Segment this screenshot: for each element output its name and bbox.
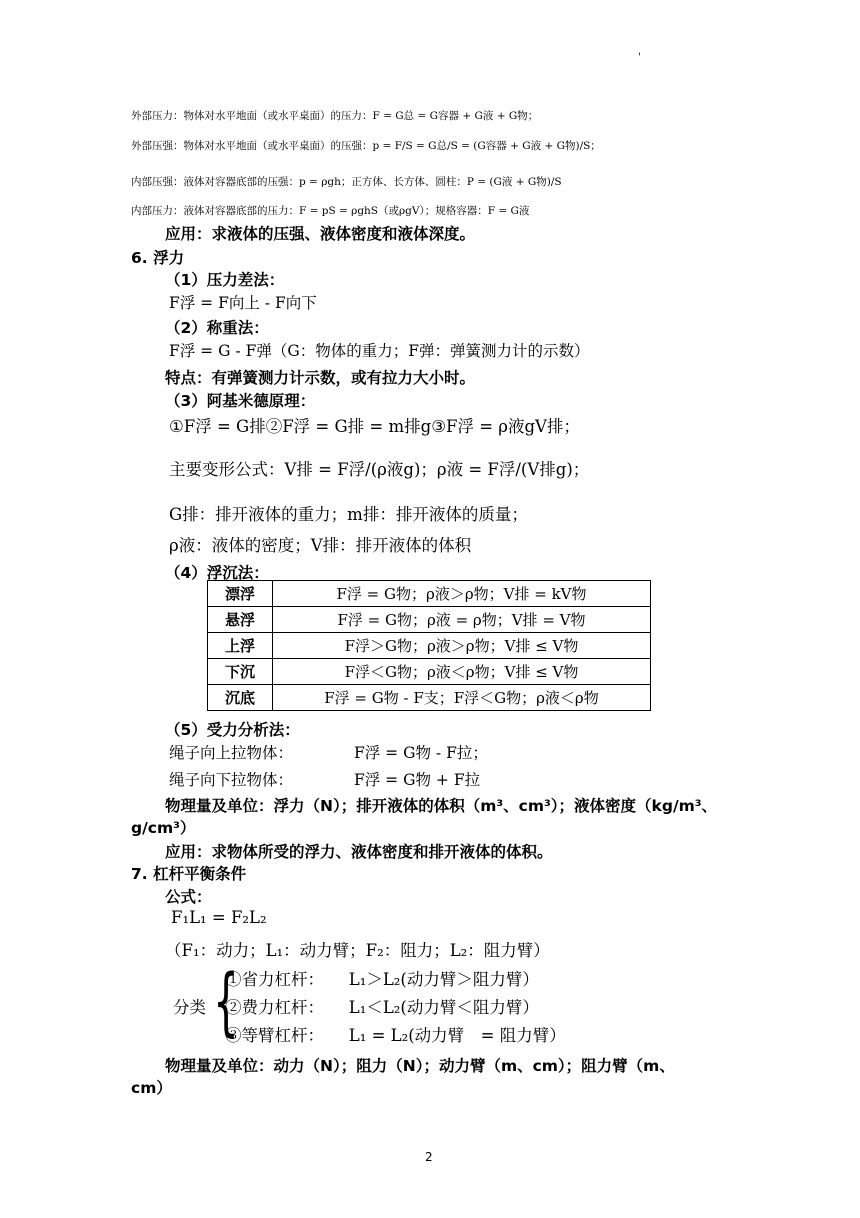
internal-force-line: 内部压力：液体对容器底部的压力：F = pS = ρghS（或ρgV）；规格容器：F = G液: [131, 205, 530, 217]
table-row: [208, 685, 651, 711]
state-cell: 沉底: [208, 685, 273, 711]
method-4-title: （4）浮沉法：: [165, 564, 269, 582]
lever-formula: F₁L₁ = F₂L₂: [171, 908, 267, 927]
float-sink-table: [207, 580, 651, 711]
method-2-title: （2）称重法：: [165, 319, 269, 337]
lever-class-2: ②费力杠杆： L₁＜L₂(动力臂＜阻力臂）: [225, 998, 539, 1017]
table-row: [208, 633, 651, 659]
formula-cell: F浮 = G物 - F支；F浮＜G物；ρ液＜ρ物: [273, 685, 651, 711]
application-line-1: 应用：求液体的压强、液体密度和液体深度。: [165, 225, 476, 243]
method-3-definitions-1: G排：排开液体的重力；m排：排开液体的质量；: [169, 505, 528, 524]
method-3-variant-formulas: 主要变形公式：V排 = F浮/(ρ液g)；ρ液 = F浮/(V排g)；: [169, 460, 590, 479]
state-cell: 漂浮: [208, 581, 273, 607]
method-5-title: （5）受力分析法：: [165, 721, 300, 739]
external-pressure-line: 外部压强：物体对水平地面（或水平桌面）的压强：p = F/S = G总/S = (G容器 + G液 + G物)/S；: [131, 140, 601, 152]
formula-title: 公式：: [165, 888, 212, 906]
internal-pressure-line: 内部压强：液体对容器底部的压强：p = ρgh；正方体、长方体、圆柱：P = (G液 + G物)/S: [131, 176, 562, 188]
classification-label: 分类: [173, 998, 206, 1017]
table-row: [208, 581, 651, 607]
method-3-definitions-2: ρ液：液体的密度；V排：排开液体的体积: [169, 536, 472, 555]
method-1-title: （1）压力差法：: [165, 271, 285, 289]
method-5-down-label: 绳子向下拉物体：: [169, 771, 294, 789]
formula-cell: F浮 = G物；ρ液＞ρ物；V排 = kV物: [273, 581, 651, 607]
method-5-up-formula: F浮 = G物 - F拉；: [354, 744, 488, 762]
state-cell: 悬浮: [208, 607, 273, 633]
brace-icon: {: [213, 959, 239, 1045]
section-6-heading: 6. 浮力: [131, 249, 185, 267]
formula-cell: F浮 = G物；ρ液 = ρ物；V排 = V物: [273, 607, 651, 633]
formula-cell: F浮＜G物；ρ液＜ρ物；V排 ≤ V物: [273, 659, 651, 685]
page-number: 2: [425, 1150, 433, 1164]
method-2-formula: F浮 = G - F弹（G：物体的重力；F弹：弹簧测力计的示数）: [169, 342, 590, 360]
table-row: [208, 607, 651, 633]
application-line-2: 应用：求物体所受的浮力、液体密度和排开液体的体积。: [165, 843, 553, 861]
formula-cell: F浮＞G物；ρ液＞ρ物；V排 ≤ V物: [273, 633, 651, 659]
method-3-formula: ①F浮 = G排②F浮 = G排 = m排g③F浮 = ρ液gV排；: [169, 417, 580, 436]
method-5-down-formula: F浮 = G物 + F拉: [354, 771, 481, 789]
method-5-up-label: 绳子向上拉物体：: [169, 744, 294, 762]
lever-definitions: （F₁：动力；L₁：动力臂；F₂：阻力；L₂：阻力臂）: [165, 941, 550, 960]
method-2-feature: 特点：有弹簧测力计示数，或有拉力大小时。: [165, 369, 476, 387]
lever-class-1: ①省力杠杆： L₁＞L₂(动力臂＞阻力臂）: [225, 970, 539, 989]
units-line-6a: 物理量及单位：浮力（N）；排开液体的体积（m³、cm³）；液体密度（kg/m³、: [165, 797, 718, 815]
external-force-line: 外部压力：物体对水平地面（或水平桌面）的压力：F = G总 = G容器 + G液 + G物；: [131, 110, 539, 122]
header-mark: ': [638, 52, 641, 63]
state-cell: 下沉: [208, 659, 273, 685]
section-7-heading: 7. 杠杆平衡条件: [131, 865, 247, 883]
table-row: [208, 659, 651, 685]
state-cell: 上浮: [208, 633, 273, 659]
units-line-6b: g/cm³）: [131, 819, 196, 837]
method-1-formula: F浮 = F向上 - F向下: [169, 294, 317, 312]
units-line-7a: 物理量及单位：动力（N）；阻力（N）；动力臂（m、cm）；阻力臂（m、: [165, 1057, 675, 1075]
units-line-7b: cm）: [131, 1079, 172, 1097]
lever-class-3: ③等臂杠杆： L₁ = L₂(动力臂 = 阻力臂）: [225, 1026, 566, 1045]
method-3-title: （3）阿基米德原理：: [165, 392, 316, 410]
